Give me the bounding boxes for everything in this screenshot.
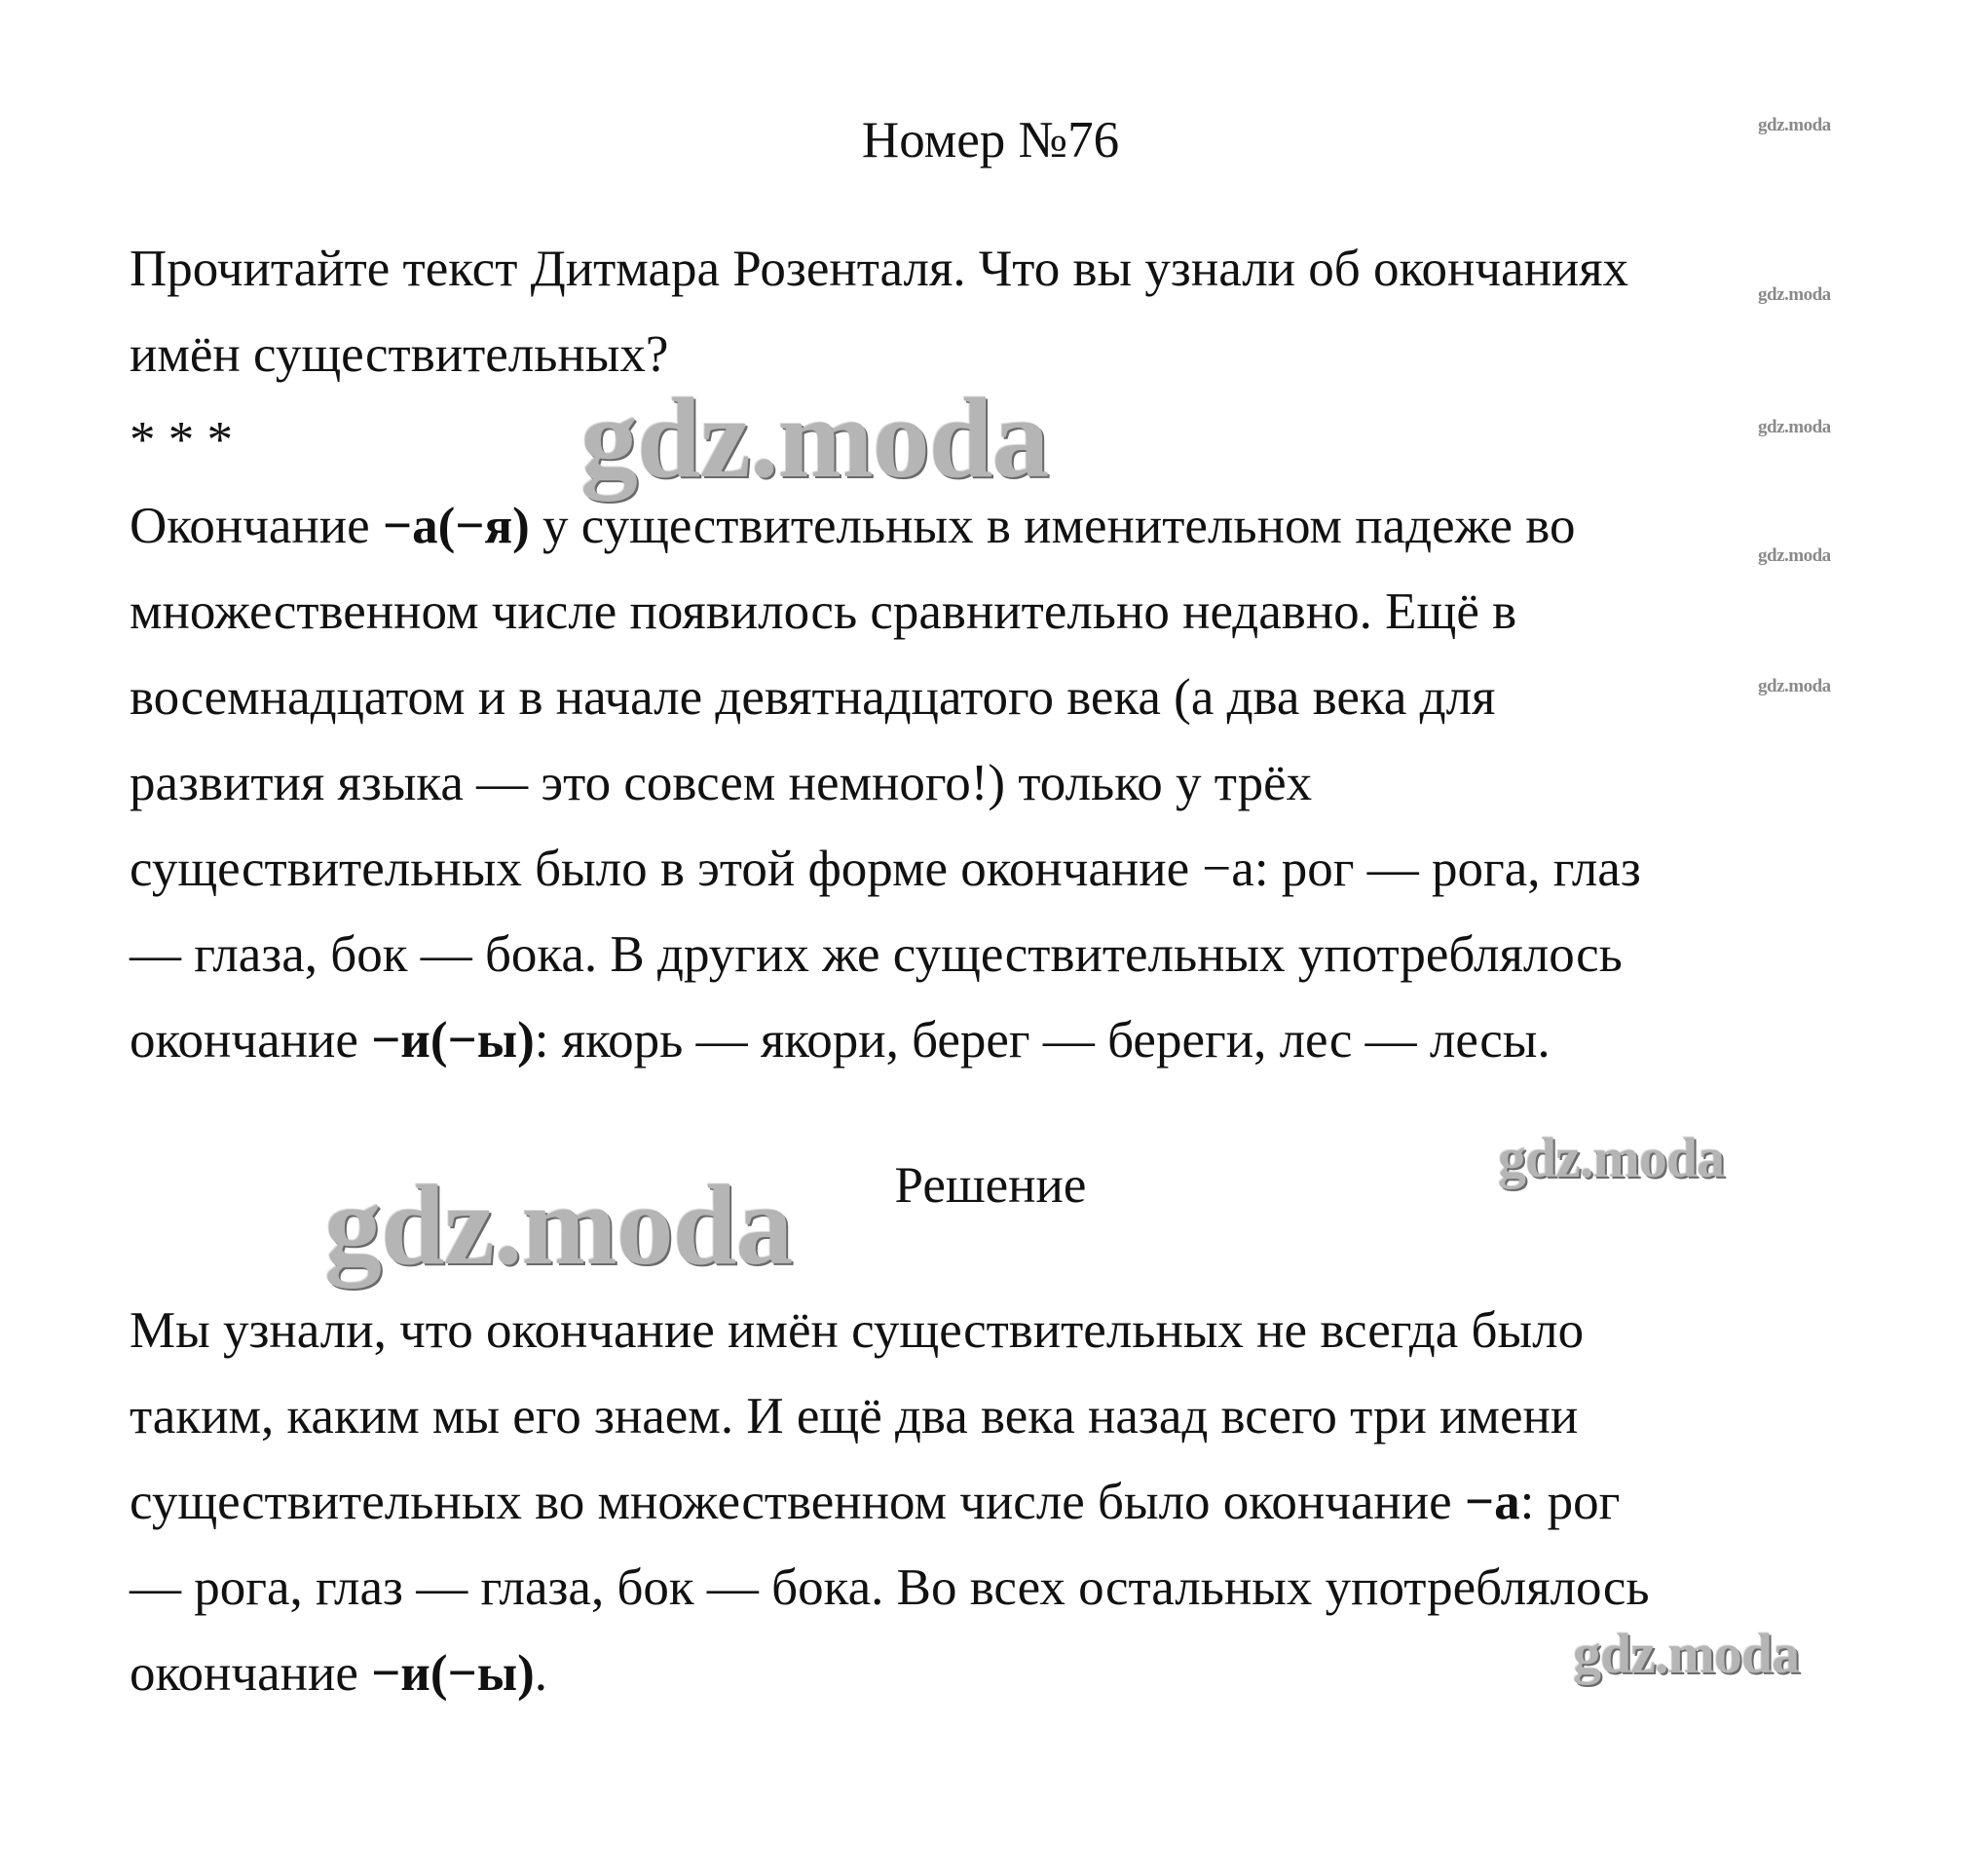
watermark-small: gdz.moda — [1758, 545, 1831, 566]
task-line-1: Прочитайте текст Дитмара Розенталя. Что вы узнали об окончаниях — [130, 241, 1629, 297]
watermark-large: gdz.moda — [324, 1161, 793, 1289]
watermark-small: gdz.moda — [1758, 676, 1831, 696]
solution-heading: Решение — [894, 1157, 1087, 1214]
watermark-medium: gdz.moda — [1498, 1126, 1725, 1189]
watermark-small: gdz.moda — [1758, 115, 1831, 135]
answer-line-1: Мы узнали, что окончание имён существительных не всегда было — [130, 1302, 1585, 1359]
rosental-line-7: окончание −и(−ы): якорь — якори, берег — береги, лес — лесы. — [130, 1012, 1551, 1069]
rosental-text — [130, 483, 1863, 1083]
ending-a: −а — [1464, 1474, 1520, 1530]
ending-i-y: −и(−ы) — [371, 1012, 535, 1069]
ending-i-y-answer: −и(−ы) — [371, 1645, 535, 1702]
task-line-2: имён существительных? — [130, 326, 669, 383]
rosental-line-6: — глаза, бок — бока. В других же существительных употреблялось — [130, 926, 1623, 983]
answer-line-5: окончание −и(−ы). — [130, 1645, 547, 1702]
watermark-large: gdz.moda — [580, 374, 1049, 502]
rosental-line-2: множественном числе появилось сравнительно недавно. Ещё в — [130, 583, 1517, 640]
answer-line-2: таким, каким мы его знаем. И ещё два века назад всего три имени — [130, 1388, 1579, 1445]
answer-line-3: существительных во множественном числе было окончание −а: рог — [130, 1474, 1621, 1530]
ending-a-ya: −а(−я) — [382, 498, 530, 554]
rosental-line-1: Окончание −а(−я) у существительных в именительном падеже во — [130, 498, 1576, 554]
rosental-line-5: существительных было в этой форме окончание −а: рог — рога, глаз — [130, 841, 1641, 897]
answer-line-4: — рога, глаз — глаза, бок — бока. Во всех остальных употреблялось — [130, 1559, 1650, 1616]
rosental-line-4: развития языка — это совсем немного!) только у трёх — [130, 755, 1313, 811]
section-separator: * * * — [130, 412, 233, 469]
watermark-medium: gdz.moda — [1573, 1622, 1800, 1685]
rosental-line-3: восемнадцатом и в начале девятнадцатого века (а два века для — [130, 669, 1496, 726]
page-title: Номер №76 — [861, 112, 1120, 169]
watermark-small: gdz.moda — [1758, 284, 1831, 305]
watermark-small: gdz.moda — [1758, 417, 1831, 437]
